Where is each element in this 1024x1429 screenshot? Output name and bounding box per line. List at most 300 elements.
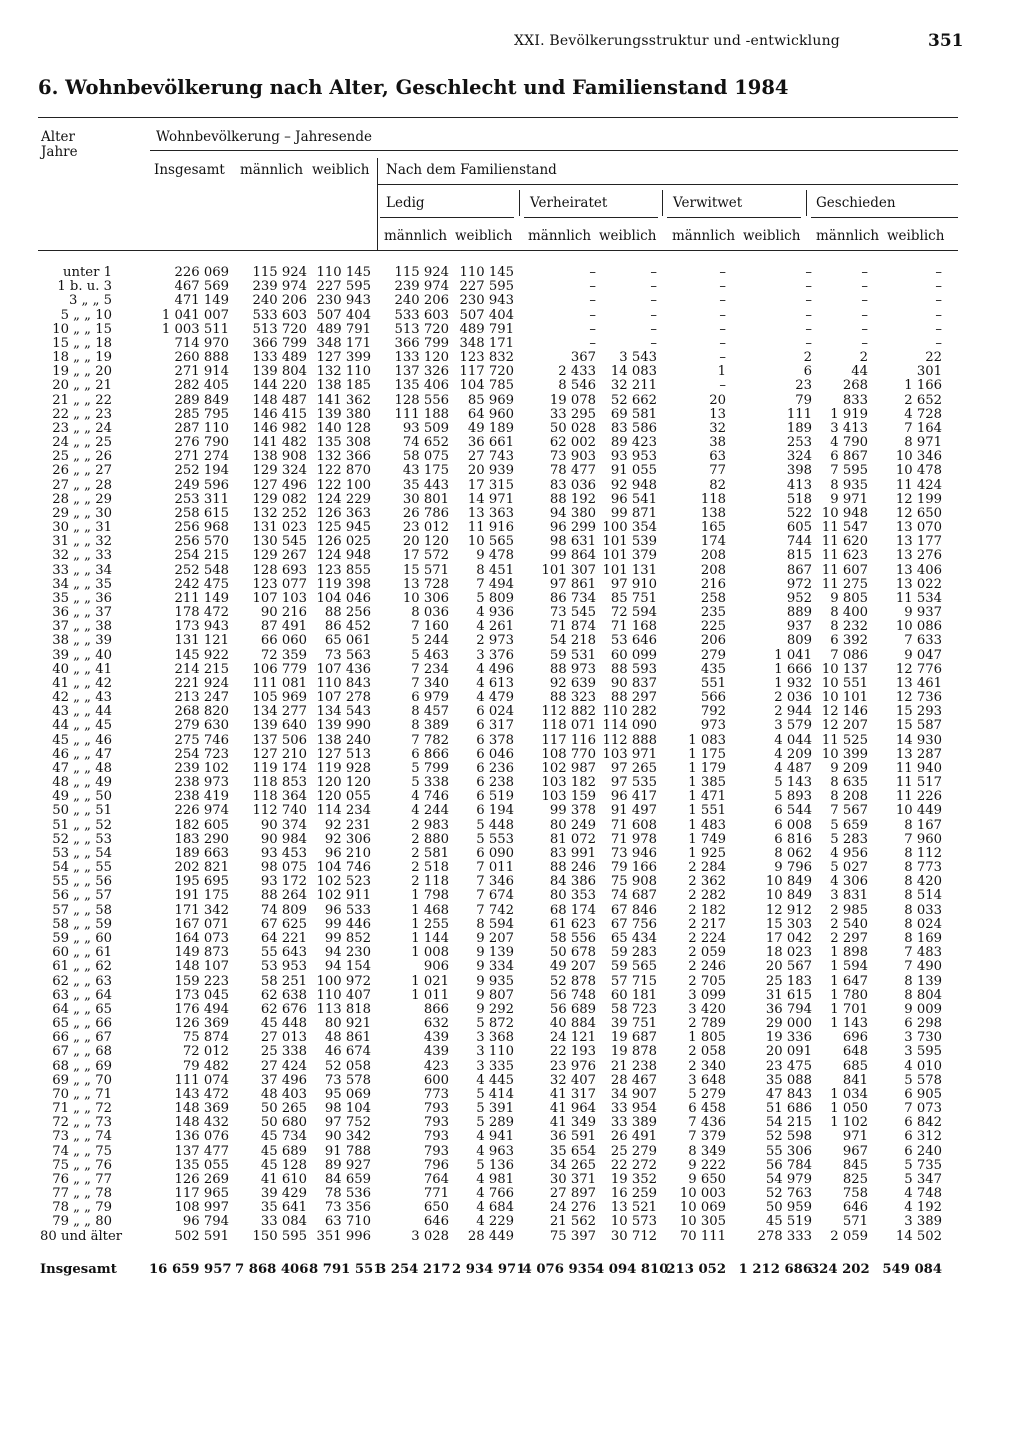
cell-geschieden-maennlich: – <box>861 265 868 280</box>
row-age-label: 53 „ „ 54 <box>52 845 112 861</box>
cell-insgesamt: 221 924 <box>174 675 229 691</box>
table-row <box>0 436 1024 450</box>
cell-geschieden-maennlich: 2 540 <box>830 916 868 932</box>
table-row <box>0 804 1024 818</box>
cell-geschieden-maennlich: 1 898 <box>830 945 868 961</box>
cell-verwitwet-weiblich: 18 023 <box>765 945 812 961</box>
cell-verwitwet-maennlich: 1 925 <box>688 845 726 861</box>
table-row <box>0 1074 1024 1088</box>
cell-verwitwet-weiblich: 2 944 <box>774 704 812 720</box>
cell-weiblich: 65 061 <box>324 633 371 649</box>
cell-geschieden-weiblich: 13 022 <box>895 576 942 592</box>
row-age-label: 74 „ „ 75 <box>52 1143 112 1159</box>
cell-ledig-weiblich: 20 939 <box>467 463 514 479</box>
cell-ledig-maennlich: 58 075 <box>402 449 449 465</box>
cell-verheiratet-weiblich: 19 687 <box>610 1030 657 1046</box>
cell-verheiratet-weiblich: 3 543 <box>619 350 657 366</box>
cell-weiblich: 348 171 <box>316 335 371 351</box>
cell-maennlich: 48 403 <box>260 1086 307 1102</box>
cell-verheiratet-maennlich: 78 477 <box>549 463 596 479</box>
row-age-label: 18 „ „ 19 <box>52 350 112 366</box>
cell-verheiratet-maennlich: 35 654 <box>549 1143 596 1159</box>
cell-geschieden-maennlich: 971 <box>842 1129 868 1145</box>
cell-verheiratet-weiblich: 101 539 <box>602 534 657 550</box>
cell-ledig-weiblich: 8 594 <box>476 916 514 932</box>
cell-verheiratet-weiblich: 100 354 <box>602 520 657 536</box>
cell-verwitwet-maennlich: 1 385 <box>688 775 726 791</box>
cell-weiblich: 141 362 <box>316 392 371 408</box>
cell-geschieden-maennlich: 11 547 <box>821 520 868 536</box>
cell-verwitwet-maennlich: 208 <box>700 548 726 564</box>
cell-maennlich: 240 206 <box>252 293 307 309</box>
cell-geschieden-weiblich: 1 166 <box>904 378 942 394</box>
table-row <box>0 790 1024 804</box>
cell-verwitwet-maennlich: 1 805 <box>688 1030 726 1046</box>
cell-verwitwet-weiblich: 47 843 <box>765 1086 812 1102</box>
row-age-label: 39 „ „ 40 <box>52 647 112 663</box>
cell-verwitwet-weiblich: 25 183 <box>765 973 812 989</box>
cell-verheiratet-weiblich: 4 094 810 <box>595 1262 669 1277</box>
cell-verheiratet-maennlich: 27 897 <box>549 1186 596 1202</box>
cell-geschieden-weiblich: 5 735 <box>904 1157 942 1173</box>
row-age-label: Insgesamt <box>40 1262 117 1277</box>
cell-maennlich: 123 077 <box>252 576 307 592</box>
table-row <box>0 1215 1024 1229</box>
cell-maennlich: 118 364 <box>252 789 307 805</box>
cell-ledig-weiblich: 4 496 <box>476 661 514 677</box>
cell-maennlich: 90 216 <box>260 605 307 621</box>
cell-ledig-maennlich: 513 720 <box>394 321 449 337</box>
cell-ledig-weiblich: 489 791 <box>459 321 514 337</box>
cell-weiblich: 110 843 <box>316 675 371 691</box>
cell-geschieden-weiblich: 9 009 <box>904 1001 942 1017</box>
cell-maennlich: 55 643 <box>260 945 307 961</box>
cell-verwitwet-weiblich: – <box>805 335 812 351</box>
cell-geschieden-weiblich: 8 167 <box>904 817 942 833</box>
cell-insgesamt: 502 591 <box>174 1228 229 1244</box>
cell-weiblich: 92 306 <box>324 831 371 847</box>
cell-weiblich: 139 380 <box>316 406 371 422</box>
cell-ledig-maennlich: 17 572 <box>402 548 449 564</box>
cell-geschieden-maennlich: 7 567 <box>830 803 868 819</box>
cell-ledig-weiblich: 4 479 <box>476 690 514 706</box>
cell-maennlich: 146 982 <box>252 420 307 436</box>
cell-insgesamt: 213 247 <box>174 690 229 706</box>
row-age-label: 44 „ „ 45 <box>52 718 112 734</box>
cell-verheiratet-weiblich: 90 837 <box>610 675 657 691</box>
header-rule-verheiratet <box>524 217 658 218</box>
cell-insgesamt: 254 723 <box>174 746 229 762</box>
cell-verwitwet-maennlich: 1 483 <box>688 817 726 833</box>
cell-ledig-weiblich: 3 376 <box>476 647 514 663</box>
cell-geschieden-weiblich: 4 010 <box>904 1058 942 1074</box>
cell-verheiratet-maennlich: 83 036 <box>549 477 596 493</box>
cell-geschieden-weiblich: – <box>935 321 942 337</box>
table-row <box>0 1031 1024 1045</box>
cell-ledig-weiblich: 104 785 <box>459 378 514 394</box>
cell-verwitwet-weiblich: 1 932 <box>774 675 812 691</box>
cell-verheiratet-maennlich: 73 903 <box>549 449 596 465</box>
cell-ledig-weiblich: 49 189 <box>467 420 514 436</box>
cell-verwitwet-maennlich: 174 <box>700 534 726 550</box>
cell-insgesamt: 176 494 <box>174 1001 229 1017</box>
cell-geschieden-maennlich: 6 867 <box>830 449 868 465</box>
cell-geschieden-weiblich: – <box>935 279 942 295</box>
cell-ledig-maennlich: 26 786 <box>402 505 449 521</box>
cell-ledig-maennlich: 1 021 <box>411 973 449 989</box>
cell-ledig-maennlich: 1 798 <box>411 888 449 904</box>
cell-maennlich: 129 082 <box>252 491 307 507</box>
table-row <box>0 578 1024 592</box>
cell-geschieden-maennlich: 10 551 <box>821 675 868 691</box>
cell-verheiratet-maennlich: 56 748 <box>549 987 596 1003</box>
cell-insgesamt: 276 790 <box>174 435 229 451</box>
cell-ledig-weiblich: 7 346 <box>476 874 514 890</box>
cell-insgesamt: 183 290 <box>174 831 229 847</box>
cell-ledig-maennlich: 4 746 <box>411 789 449 805</box>
cell-geschieden-maennlich: 8 635 <box>830 775 868 791</box>
cell-geschieden-weiblich: 11 424 <box>895 477 942 493</box>
cell-maennlich: 127 496 <box>252 477 307 493</box>
cell-insgesamt: 271 914 <box>174 364 229 380</box>
cell-geschieden-maennlich: 5 659 <box>830 817 868 833</box>
header-geschieden: Geschieden <box>816 195 896 211</box>
cell-verwitwet-maennlich: 1 083 <box>688 732 726 748</box>
row-age-label: 78 „ „ 79 <box>52 1200 112 1216</box>
cell-verheiratet-maennlich: 117 116 <box>541 732 596 748</box>
cell-ledig-maennlich: 1 008 <box>411 945 449 961</box>
cell-verheiratet-maennlich: – <box>589 293 596 309</box>
cell-ledig-weiblich: 5 553 <box>476 831 514 847</box>
cell-weiblich: 119 398 <box>316 576 371 592</box>
cell-maennlich: 93 453 <box>260 845 307 861</box>
cell-ledig-weiblich: 5 136 <box>476 1157 514 1173</box>
cell-ledig-weiblich: 6 194 <box>476 803 514 819</box>
header-verheiratet-weiblich: weiblich <box>599 228 657 244</box>
cell-ledig-weiblich: 85 969 <box>467 392 514 408</box>
cell-weiblich: 90 342 <box>324 1129 371 1145</box>
cell-ledig-maennlich: 5 338 <box>411 775 449 791</box>
cell-maennlich: 98 075 <box>260 860 307 876</box>
row-age-label: 46 „ „ 47 <box>52 746 112 762</box>
cell-verheiratet-maennlich: 22 193 <box>549 1044 596 1060</box>
cell-geschieden-weiblich: 301 <box>916 364 942 380</box>
cell-verheiratet-maennlich: 80 353 <box>549 888 596 904</box>
cell-geschieden-weiblich: – <box>935 265 942 280</box>
cell-insgesamt: 256 968 <box>174 520 229 536</box>
cell-geschieden-weiblich: 8 033 <box>904 902 942 918</box>
cell-verwitwet-maennlich: 10 003 <box>679 1186 726 1202</box>
cell-geschieden-maennlich: 825 <box>842 1171 868 1187</box>
cell-verheiratet-weiblich: 112 888 <box>602 732 657 748</box>
row-age-label: 15 „ „ 18 <box>52 335 112 351</box>
cell-geschieden-weiblich: 13 070 <box>895 520 942 536</box>
table-row <box>0 549 1024 563</box>
cell-verwitwet-maennlich: 3 648 <box>688 1072 726 1088</box>
cell-ledig-weiblich: 6 378 <box>476 732 514 748</box>
cell-geschieden-weiblich: – <box>935 293 942 309</box>
cell-verwitwet-weiblich: 4 044 <box>774 732 812 748</box>
cell-verwitwet-maennlich: 32 <box>709 420 726 436</box>
total-row <box>0 1263 1024 1277</box>
table-row <box>0 719 1024 733</box>
cell-weiblich: 100 972 <box>316 973 371 989</box>
cell-verwitwet-maennlich: – <box>719 378 726 394</box>
cell-geschieden-weiblich: 7 490 <box>904 959 942 975</box>
cell-verheiratet-maennlich: 86 734 <box>549 590 596 606</box>
cell-verwitwet-maennlich: – <box>719 321 726 337</box>
cell-weiblich: 98 104 <box>324 1101 371 1117</box>
cell-insgesamt: 136 076 <box>174 1129 229 1145</box>
cell-geschieden-weiblich: 8 420 <box>904 874 942 890</box>
cell-geschieden-maennlich: 8 232 <box>830 619 868 635</box>
cell-ledig-maennlich: 906 <box>423 959 449 975</box>
cell-ledig-weiblich: 64 960 <box>467 406 514 422</box>
cell-verheiratet-weiblich: 22 272 <box>610 1157 657 1173</box>
cell-verwitwet-maennlich: 225 <box>700 619 726 635</box>
cell-ledig-weiblich: 28 449 <box>467 1228 514 1244</box>
row-age-label: 55 „ „ 56 <box>52 874 112 890</box>
table-row <box>0 266 1024 280</box>
cell-ledig-maennlich: 773 <box>423 1086 449 1102</box>
cell-geschieden-maennlich: 648 <box>842 1044 868 1060</box>
row-age-label: 42 „ „ 43 <box>52 690 112 706</box>
cell-verwitwet-maennlich: 5 279 <box>688 1086 726 1102</box>
cell-verwitwet-maennlich: 2 362 <box>688 874 726 890</box>
cell-geschieden-maennlich: 7 086 <box>830 647 868 663</box>
cell-verwitwet-maennlich: 1 <box>717 364 726 380</box>
table-row <box>0 1088 1024 1102</box>
cell-verheiratet-weiblich: 75 908 <box>610 874 657 890</box>
cell-verwitwet-weiblich: 3 579 <box>774 718 812 734</box>
cell-verwitwet-maennlich: 7 379 <box>688 1129 726 1145</box>
table-row <box>0 960 1024 974</box>
cell-verheiratet-weiblich: 114 090 <box>602 718 657 734</box>
cell-verwitwet-weiblich: 10 849 <box>765 874 812 890</box>
cell-verwitwet-weiblich: 253 <box>786 435 812 451</box>
cell-geschieden-maennlich: – <box>861 279 868 295</box>
cell-maennlich: 88 264 <box>260 888 307 904</box>
cell-geschieden-weiblich: 3 389 <box>904 1214 942 1230</box>
cell-verwitwet-maennlich: 279 <box>700 647 726 663</box>
cell-geschieden-maennlich: 10 137 <box>821 661 868 677</box>
cell-verheiratet-weiblich: – <box>650 335 657 351</box>
cell-verheiratet-weiblich: 71 978 <box>610 831 657 847</box>
cell-insgesamt: 211 149 <box>174 590 229 606</box>
cell-verheiratet-maennlich: – <box>589 307 596 323</box>
cell-ledig-maennlich: 20 120 <box>402 534 449 550</box>
row-age-label: 26 „ „ 27 <box>52 463 112 479</box>
cell-ledig-maennlich: 2 518 <box>411 860 449 876</box>
cell-insgesamt: 171 342 <box>174 902 229 918</box>
cell-ledig-maennlich: 439 <box>423 1030 449 1046</box>
cell-verwitwet-maennlich: 2 246 <box>688 959 726 975</box>
cell-verheiratet-maennlich: 112 882 <box>541 704 596 720</box>
cell-geschieden-maennlich: 10 948 <box>821 505 868 521</box>
cell-ledig-maennlich: 796 <box>423 1157 449 1173</box>
cell-ledig-maennlich: 366 799 <box>394 335 449 351</box>
cell-weiblich: 94 154 <box>324 959 371 975</box>
cell-verheiratet-maennlich: 88 973 <box>549 661 596 677</box>
table-row <box>0 975 1024 989</box>
cell-verheiratet-maennlich: 8 546 <box>558 378 596 394</box>
cell-verheiratet-maennlich: – <box>589 265 596 280</box>
cell-weiblich: 48 861 <box>324 1030 371 1046</box>
cell-ledig-maennlich: 23 012 <box>402 520 449 536</box>
cell-verwitwet-maennlich: 9 222 <box>688 1157 726 1173</box>
cell-verheiratet-weiblich: 93 953 <box>610 449 657 465</box>
cell-geschieden-weiblich: 10 478 <box>895 463 942 479</box>
cell-geschieden-maennlich: 11 623 <box>821 548 868 564</box>
cell-geschieden-maennlich: 3 413 <box>830 420 868 436</box>
cell-ledig-maennlich: 533 603 <box>394 307 449 323</box>
cell-ledig-weiblich: 230 943 <box>459 293 514 309</box>
cell-geschieden-weiblich: – <box>935 307 942 323</box>
cell-verwitwet-weiblich: 20 091 <box>765 1044 812 1060</box>
cell-weiblich: 102 523 <box>316 874 371 890</box>
cell-verwitwet-weiblich: – <box>805 307 812 323</box>
cell-verheiratet-maennlich: 30 371 <box>549 1171 596 1187</box>
cell-verwitwet-maennlich: 118 <box>700 491 726 507</box>
row-age-label: 67 „ „ 68 <box>52 1044 112 1060</box>
cell-insgesamt: 714 970 <box>174 335 229 351</box>
cell-geschieden-weiblich: 5 347 <box>904 1171 942 1187</box>
row-age-label: 37 „ „ 38 <box>52 619 112 635</box>
cell-ledig-weiblich: 4 445 <box>476 1072 514 1088</box>
cell-ledig-weiblich: 6 024 <box>476 704 514 720</box>
cell-verwitwet-maennlich: 2 789 <box>688 1016 726 1031</box>
cell-geschieden-weiblich: 11 226 <box>895 789 942 805</box>
cell-verheiratet-maennlich: 101 307 <box>541 562 596 578</box>
cell-ledig-weiblich: 4 963 <box>476 1143 514 1159</box>
cell-verheiratet-maennlich: 59 531 <box>549 647 596 663</box>
header-wohnbevoelkerung: Wohnbevölkerung – Jahresende <box>156 129 373 145</box>
cell-maennlich: 139 640 <box>252 718 307 734</box>
cell-ledig-weiblich: 5 448 <box>476 817 514 833</box>
cell-geschieden-maennlich: 10 399 <box>821 746 868 762</box>
cell-verheiratet-weiblich: 97 535 <box>610 775 657 791</box>
row-age-label: 60 „ „ 61 <box>52 945 112 961</box>
cell-ledig-weiblich: 10 565 <box>467 534 514 550</box>
cell-maennlich: 33 084 <box>260 1214 307 1230</box>
cell-maennlich: 146 415 <box>252 406 307 422</box>
cell-verwitwet-weiblich: – <box>805 265 812 280</box>
cell-verheiratet-maennlich: 40 884 <box>549 1016 596 1031</box>
cell-weiblich: 99 852 <box>324 930 371 946</box>
cell-verwitwet-maennlich: 8 349 <box>688 1143 726 1159</box>
cell-weiblich: 140 128 <box>316 420 371 436</box>
table-row <box>0 309 1024 323</box>
cell-ledig-maennlich: 423 <box>423 1058 449 1074</box>
row-age-label: 32 „ „ 33 <box>52 548 112 564</box>
table-row <box>0 564 1024 578</box>
cell-maennlich: 45 128 <box>260 1157 307 1173</box>
cell-verwitwet-weiblich: 867 <box>786 562 812 578</box>
cell-weiblich: 120 120 <box>316 775 371 791</box>
cell-weiblich: 127 513 <box>316 746 371 762</box>
cell-geschieden-maennlich: 11 275 <box>821 576 868 592</box>
cell-verwitwet-maennlich: 3 420 <box>688 1001 726 1017</box>
cell-ledig-maennlich: 793 <box>423 1129 449 1145</box>
cell-weiblich: 110 145 <box>316 265 371 280</box>
cell-weiblich: 139 990 <box>316 718 371 734</box>
cell-maennlich: 67 625 <box>260 916 307 932</box>
table-row <box>0 875 1024 889</box>
cell-verwitwet-maennlich: 2 705 <box>688 973 726 989</box>
cell-geschieden-maennlich: 4 306 <box>830 874 868 890</box>
row-age-label: 50 „ „ 51 <box>52 803 112 819</box>
cell-insgesamt: 256 570 <box>174 534 229 550</box>
row-age-label: 54 „ „ 55 <box>52 860 112 876</box>
row-age-label: 62 „ „ 63 <box>52 973 112 989</box>
cell-ledig-maennlich: 133 120 <box>394 350 449 366</box>
cell-verheiratet-weiblich: 73 946 <box>610 845 657 861</box>
row-age-label: 25 „ „ 26 <box>52 449 112 465</box>
cell-verwitwet-weiblich: 972 <box>786 576 812 592</box>
cell-weiblich: 351 996 <box>316 1228 371 1244</box>
cell-ledig-maennlich: 93 509 <box>402 420 449 436</box>
table-row <box>0 1102 1024 1116</box>
cell-ledig-weiblich: 4 613 <box>476 675 514 691</box>
cell-verheiratet-maennlich: 2 433 <box>558 364 596 380</box>
cell-geschieden-maennlich: 1 143 <box>830 1016 868 1031</box>
cell-verheiratet-weiblich: 96 417 <box>610 789 657 805</box>
cell-verheiratet-maennlich: 84 386 <box>549 874 596 890</box>
cell-ledig-weiblich: 4 941 <box>476 1129 514 1145</box>
cell-geschieden-maennlich: 268 <box>842 378 868 394</box>
cell-ledig-maennlich: 1 011 <box>411 987 449 1003</box>
cell-verheiratet-maennlich: 32 407 <box>549 1072 596 1088</box>
cell-ledig-maennlich: 30 801 <box>402 491 449 507</box>
cell-verwitwet-maennlich: 165 <box>700 520 726 536</box>
cell-geschieden-maennlich: 9 209 <box>830 760 868 776</box>
cell-weiblich: 119 928 <box>316 760 371 776</box>
cell-verheiratet-weiblich: 74 687 <box>610 888 657 904</box>
cell-weiblich: 102 911 <box>316 888 371 904</box>
table-row <box>0 606 1024 620</box>
table-row <box>0 904 1024 918</box>
cell-insgesamt: 148 432 <box>174 1115 229 1131</box>
cell-maennlich: 27 013 <box>260 1030 307 1046</box>
cell-geschieden-weiblich: 7 164 <box>904 420 942 436</box>
cell-verheiratet-maennlich: 88 323 <box>549 690 596 706</box>
cell-verheiratet-weiblich: 16 259 <box>610 1186 657 1202</box>
cell-maennlich: 53 953 <box>260 959 307 975</box>
cell-verheiratet-weiblich: 19 878 <box>610 1044 657 1060</box>
cell-verheiratet-weiblich: 33 954 <box>610 1101 657 1117</box>
cell-verwitwet-weiblich: 10 849 <box>765 888 812 904</box>
cell-verwitwet-maennlich: 206 <box>700 633 726 649</box>
cell-geschieden-weiblich: 6 905 <box>904 1086 942 1102</box>
cell-maennlich: 130 545 <box>252 534 307 550</box>
cell-ledig-maennlich: 35 443 <box>402 477 449 493</box>
cell-verwitwet-maennlich: 20 <box>709 392 726 408</box>
cell-geschieden-maennlich: – <box>861 307 868 323</box>
cell-maennlich: 72 359 <box>260 647 307 663</box>
header-maennlich: männlich <box>240 162 304 178</box>
cell-geschieden-maennlich: 967 <box>842 1143 868 1159</box>
cell-ledig-maennlich: 7 234 <box>411 661 449 677</box>
cell-maennlich: 93 172 <box>260 874 307 890</box>
cell-maennlich: 64 221 <box>260 930 307 946</box>
cell-ledig-maennlich: 2 983 <box>411 817 449 833</box>
cell-verwitwet-maennlich: 1 551 <box>688 803 726 819</box>
cell-geschieden-weiblich: 6 312 <box>904 1129 942 1145</box>
cell-geschieden-weiblich: 7 633 <box>904 633 942 649</box>
row-age-label: 29 „ „ 30 <box>52 505 112 521</box>
table-row <box>0 592 1024 606</box>
cell-verwitwet-weiblich: 12 912 <box>765 902 812 918</box>
